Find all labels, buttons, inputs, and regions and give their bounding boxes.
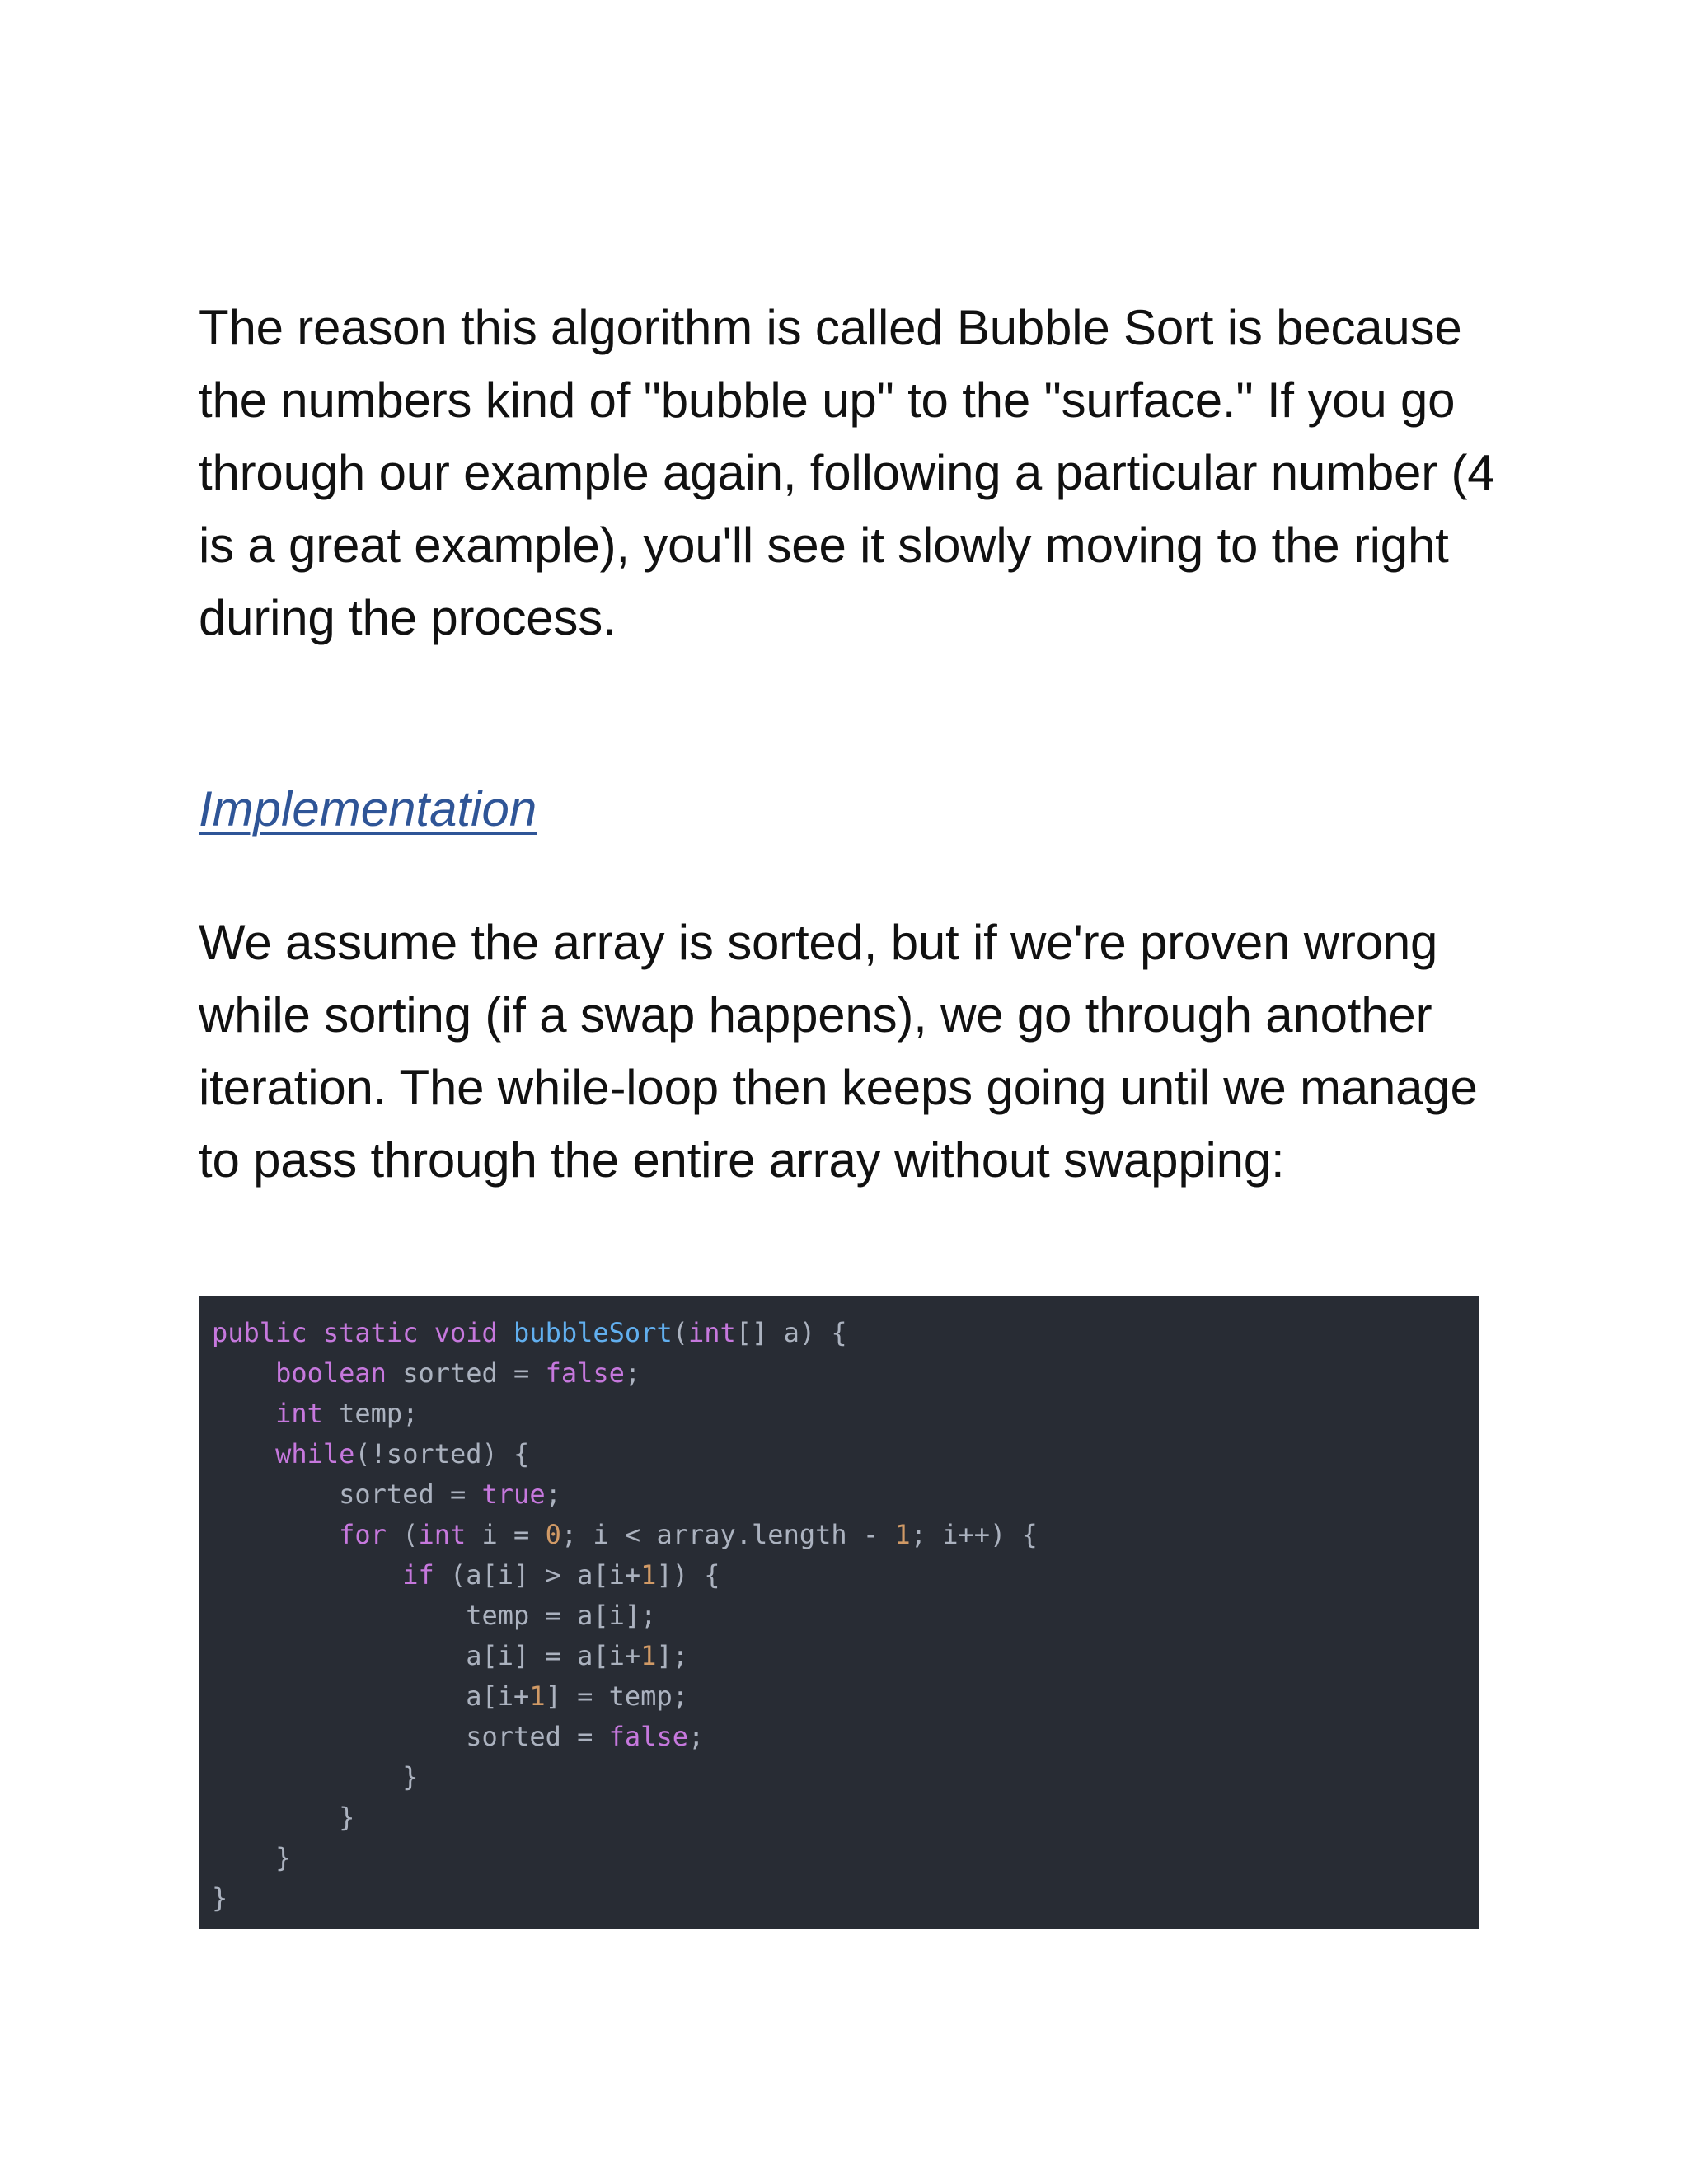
code-token [212, 1519, 339, 1550]
code-line [212, 1838, 1479, 1878]
code-token: ( [386, 1519, 419, 1550]
code-token: a[i] = a[i+ [212, 1640, 641, 1671]
code-line [212, 1878, 1479, 1919]
code-line [212, 1313, 1479, 1353]
code-token [418, 1317, 434, 1348]
code-token: while [275, 1438, 355, 1469]
code-token: ; [624, 1357, 641, 1389]
code-line [212, 1434, 1479, 1474]
code-line [212, 1636, 1479, 1676]
code-token [212, 1559, 402, 1591]
code-line [212, 1596, 1479, 1636]
code-token [498, 1317, 513, 1348]
code-token: public [212, 1317, 307, 1348]
code-token: ; i < array.length - [560, 1519, 895, 1550]
code-block [199, 1296, 1479, 1929]
code-token: bubbleSort [513, 1317, 673, 1348]
code-token: 1 [894, 1519, 911, 1550]
code-token: for [339, 1519, 387, 1550]
code-line [212, 1515, 1479, 1555]
code-token: 1 [640, 1559, 657, 1591]
code-token: int [418, 1519, 467, 1550]
code-token: (!sorted) { [354, 1438, 530, 1469]
section-heading-implementation[interactable]: Implementation [199, 781, 537, 837]
code-token: ; [687, 1721, 705, 1752]
code-token: } [212, 1842, 292, 1873]
code-line [212, 1555, 1479, 1596]
code-token: } [212, 1761, 419, 1793]
code-line [212, 1394, 1479, 1434]
code-token [212, 1438, 275, 1469]
code-token: } [212, 1802, 355, 1833]
code-token: ( [672, 1317, 688, 1348]
code-token: false [608, 1721, 688, 1752]
code-line [212, 1717, 1479, 1757]
code-token: false [545, 1357, 625, 1389]
code-token: [] a) { [735, 1317, 847, 1348]
code-token: temp; [322, 1398, 419, 1429]
code-token: sorted = [386, 1357, 546, 1389]
code-line [212, 1353, 1479, 1394]
code-token: ] = temp; [545, 1680, 688, 1712]
code-token: if [402, 1559, 434, 1591]
code-token: true [481, 1479, 546, 1510]
code-token: ]; [656, 1640, 688, 1671]
code-token: a[i+ [212, 1680, 530, 1712]
code-token: sorted = [212, 1479, 482, 1510]
code-token: } [212, 1882, 228, 1914]
code-line [212, 1474, 1479, 1515]
code-line [212, 1757, 1479, 1797]
code-token: int [687, 1317, 736, 1348]
code-token: void [434, 1317, 498, 1348]
paragraph-implementation-description: We assume the array is sorted, but if we're proven wrong while sorting (if a swap happens), we go through another iteration. The while-loop then keeps going until we manage to pass through the entire array without swapping: [199, 915, 1478, 1188]
code-token: temp = a[i]; [212, 1600, 657, 1631]
code-token: 1 [529, 1680, 546, 1712]
code-line [212, 1797, 1479, 1838]
code-token: ]) { [656, 1559, 720, 1591]
code-token: i = [466, 1519, 546, 1550]
code-token: int [275, 1398, 323, 1429]
code-token: boolean [275, 1357, 387, 1389]
code-line [212, 1676, 1479, 1717]
code-token: 1 [640, 1640, 657, 1671]
code-token [307, 1317, 323, 1348]
code-token: sorted = [212, 1721, 609, 1752]
paragraph-bubble-sort-reason: The reason this algorithm is called Bubble Sort is because the numbers kind of "bubble up" to the "surface." If you go through our example again, following a particular number (4 is a great example), you'll see it slowly moving to the right during the process. [199, 300, 1495, 645]
code-token: ; i++) { [910, 1519, 1038, 1550]
code-token: 0 [545, 1519, 561, 1550]
code-token: ; [545, 1479, 561, 1510]
code-token: (a[i] > a[i+ [434, 1559, 641, 1591]
code-token [212, 1357, 275, 1389]
code-token [212, 1398, 275, 1429]
code-token: static [322, 1317, 419, 1348]
